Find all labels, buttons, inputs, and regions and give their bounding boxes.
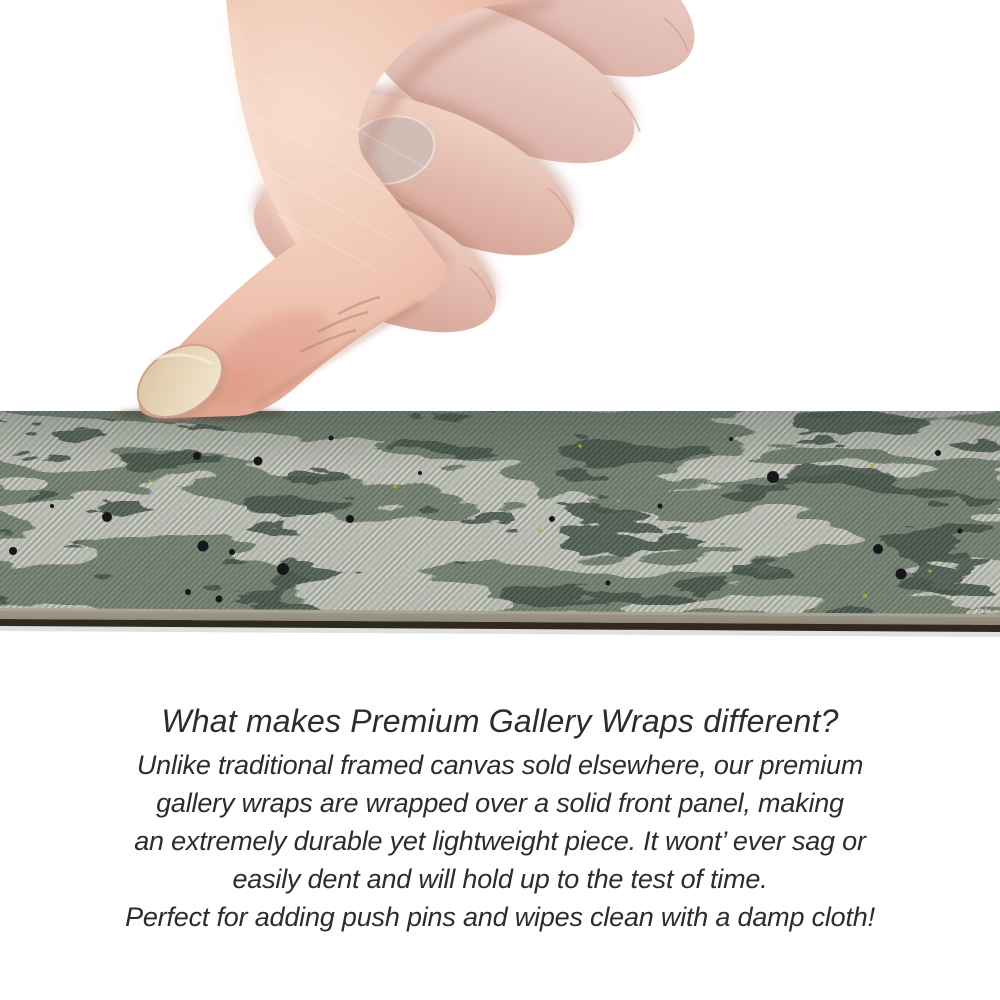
info-line-4: easily dent and will hold up to the test of time. — [232, 864, 768, 894]
canvas-strip-texture — [0, 411, 1000, 619]
info-line-1: Unlike traditional framed canvas sold elsewhere, our premium — [136, 750, 864, 780]
info-line-5: Perfect for adding push pins and wipes clean with a damp cloth! — [125, 902, 875, 932]
info-line-2: gallery wraps are wrapped over a solid front panel, making — [156, 788, 844, 818]
canvas-strip — [0, 411, 1000, 646]
info-text-block — [0, 700, 1000, 936]
info-heading: What makes Premium Gallery Wraps different? — [161, 703, 839, 739]
hand-illustration — [0, 0, 1000, 432]
info-line-3: an extremely durable yet lightweight piece. It wont’ ever sag or — [134, 826, 866, 856]
